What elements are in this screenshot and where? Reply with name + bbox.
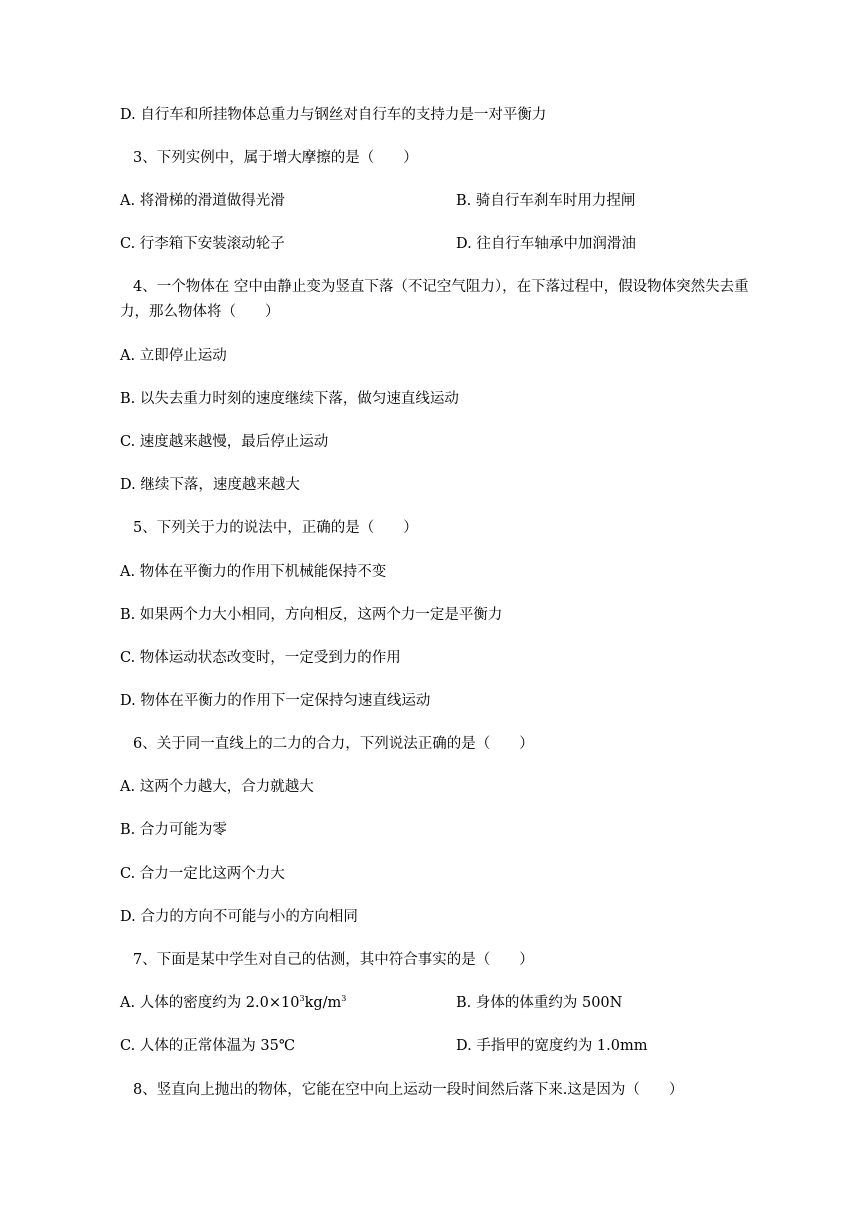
q4-option-c: C. 速度越来越慢，最后停止运动	[120, 434, 329, 450]
q6-option-b: B. 合力可能为零	[120, 822, 227, 838]
q5-option-a: A. 物体在平衡力的作用下机械能保持不变	[120, 564, 387, 580]
q4-stem-line2: 力，那么物体将（ ）	[120, 304, 280, 320]
q4-option-d: D. 继续下落，速度越来越大	[120, 477, 300, 493]
q7-option-a-unit: kg/m	[304, 995, 342, 1011]
q7-option-b: B. 身体的体重约为 500N	[456, 995, 623, 1011]
q7-option-a	[120, 993, 346, 1013]
q3-option-a: A. 将滑梯的滑道做得光滑	[120, 193, 285, 209]
q7-option-d: D. 手指甲的宽度约为 1.0mm	[456, 1038, 648, 1054]
q7-option-a-exponent: 3	[299, 994, 305, 1003]
q4-option-a: A. 立即停止运动	[120, 348, 227, 364]
q3-option-d: D. 往自行车轴承中加润滑油	[456, 236, 636, 252]
q4-stem-line1: 4、一个物体在 空中由静止变为竖直下落（不记空气阻力），在下落过程中，假设物体突然失去重	[133, 279, 749, 295]
q6-option-c: C. 合力一定比这两个力大	[120, 866, 285, 882]
q6-option-d: D. 合力的方向不可能与小的方向相同	[120, 909, 358, 925]
q3-option-b: B. 骑自行车刹车时用力捏闸	[456, 193, 636, 209]
q5-stem: 5、下列关于力的说法中，正确的是（ ）	[133, 520, 418, 536]
q4-option-b: B. 以失去重力时刻的速度继续下落，做匀速直线运动	[120, 391, 459, 407]
q8-stem: 8、竖直向上抛出的物体，它能在空中向上运动一段时间然后落下来.这是因为（ ）	[133, 1082, 684, 1098]
q6-option-a: A. 这两个力越大，合力就越大	[120, 779, 314, 795]
q7-stem: 7、下面是某中学生对自己的估测，其中符合事实的是（ ）	[133, 952, 534, 968]
q3-stem: 3、下列实例中，属于增大摩擦的是（ ）	[133, 150, 418, 166]
q7-option-a-unit-exponent: 3	[341, 994, 347, 1003]
q6-stem: 6、关于同一直线上的二力的合力，下列说法正确的是（ ）	[133, 736, 534, 752]
q5-option-c: C. 物体运动状态改变时，一定受到力的作用	[120, 650, 401, 666]
q7-option-a-text: A. 人体的密度约为 2.0×10	[120, 995, 300, 1011]
q2-option-d: D. 自行车和所挂物体总重力与钢丝对自行车的支持力是一对平衡力	[120, 107, 547, 123]
q3-option-c: C. 行李箱下安装滚动轮子	[120, 236, 285, 252]
q5-option-d: D. 物体在平衡力的作用下一定保持匀速直线运动	[120, 693, 431, 709]
q5-option-b: B. 如果两个力大小相同，方向相反，这两个力一定是平衡力	[120, 607, 503, 623]
q7-option-c: C. 人体的正常体温为 35℃	[120, 1038, 296, 1054]
